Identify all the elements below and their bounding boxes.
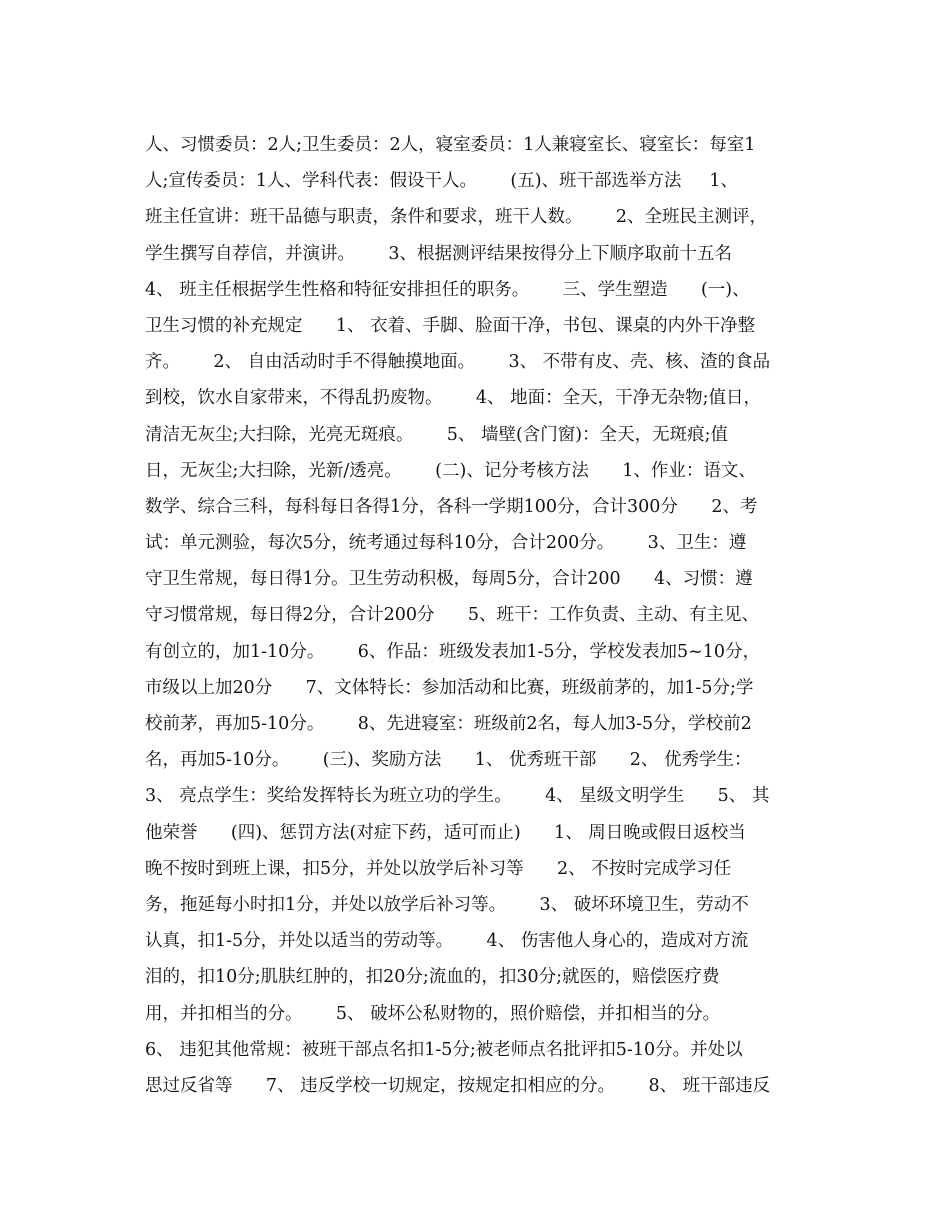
text-line: 学生撰写自荐信，并演讲。 3、根据测评结果按得分上下顺序取前十五名 bbox=[145, 243, 733, 264]
text-line: 泪的，扣10分;肌肤红肿的，扣20分;流血的，扣30分;就医的，赔偿医疗费 bbox=[145, 967, 720, 988]
text-line: 人;宣传委员：1人、学科代表：假设干人。 (五)、班干部选举方法 1、 bbox=[145, 171, 739, 192]
text-line: 人、习惯委员：2人;卫生委员：2人，寝室委员：1人兼寝室长、寝室长：每室1 bbox=[145, 135, 756, 155]
text-line: 卫生习惯的补充规定 1、 衣着、手脚、脸面干净，书包、课桌的内外干净整 bbox=[145, 315, 756, 336]
text-line: 6、 违犯其他常规：被班干部点名扣1-5分;被老师点名批评扣5-10分。并处以 bbox=[145, 1039, 743, 1060]
text-line: 晚不按时到班上课，扣5分，并处以放学后补习等 2、 不按时完成学习任 bbox=[145, 858, 732, 879]
text-line: 齐。 2、 自由活动时手不得触摸地面。 3、 不带有皮、壳、核、渣的食品 bbox=[145, 352, 771, 373]
text-line: 试：单元测验，每次5分，统考通过每科10分，合计200分。 3、卫生：遵 bbox=[145, 533, 747, 554]
text-line: 班主任宣讲：班干品德与职责，条件和要求，班干人数。 2、全班民主测评， bbox=[145, 207, 768, 228]
text-line: 校前茅，再加5-10分。 8、先进寝室：班级前2名，每人加3-5分，学校前2 bbox=[145, 714, 752, 734]
text-line: 3、 亮点学生：奖给发挥特长为班立功的学生。 4、 星级文明学生 5、 其 bbox=[145, 786, 770, 807]
text-line: 守卫生常规，每日得1分。卫生劳动积极，每周5分，合计200 4、习惯：遵 bbox=[145, 569, 753, 590]
text-line: 用，并扣相当的分。 5、 破坏公私财物的，照价赔偿，并扣相当的分。 bbox=[145, 1003, 721, 1024]
text-line: 有创立的，加1-10分。 6、作品：班级发表加1-5分，学校发表加5~10分， bbox=[145, 641, 761, 662]
text-line: 清洁无灰尘;大扫除，光亮无斑痕。 5、 墙壁(含门窗)：全天，无斑痕;值 bbox=[145, 424, 729, 445]
text-line: 守习惯常规，每日得2分，合计200分 5、班干：工作负责、主动、有主见、 bbox=[145, 605, 760, 626]
text-line: 他荣誉 (四)、惩罚方法(对症下药，适可而止) 1、 周日晚或假日返校当 bbox=[145, 822, 746, 843]
text-line: 务，拖延每小时扣1分，并处以放学后补习等。 3、 破坏环境卫生，劳动不 bbox=[145, 894, 749, 915]
text-line: 市级以上加20分 7、文体特长：参加活动和比赛，班级前茅的，加1-5分;学 bbox=[145, 677, 754, 698]
text-line: 数学、综合三科，每科每日各得1分，各科一学期100分，合计300分 2、考 bbox=[145, 496, 758, 517]
text-line: 到校，饮水自家带来，不得乱扔废物。 4、 地面：全天，干净无杂物;值日， bbox=[145, 388, 761, 409]
text-line: 思过反省等 7、 违反学校一切规定，按规定扣相应的分。 8、 班干部违反 bbox=[145, 1075, 771, 1096]
text-line: 日，无灰尘;大扫除，光新/透亮。 (二)、记分考核方法 1、作业：语文、 bbox=[145, 460, 756, 481]
text-line: 4、 班主任根据学生性格和特征安排担任的职务。 三、学生塑造 (一)、 bbox=[145, 279, 750, 300]
text-line: 名，再加5-10分。 (三)、奖励方法 1、 优秀班干部 2、 优秀学生： bbox=[145, 750, 752, 771]
document-body bbox=[145, 127, 815, 1104]
text-line: 认真，扣1-5分，并处以适当的劳动等。 4、 伤害他人身心的，造成对方流 bbox=[145, 931, 749, 952]
